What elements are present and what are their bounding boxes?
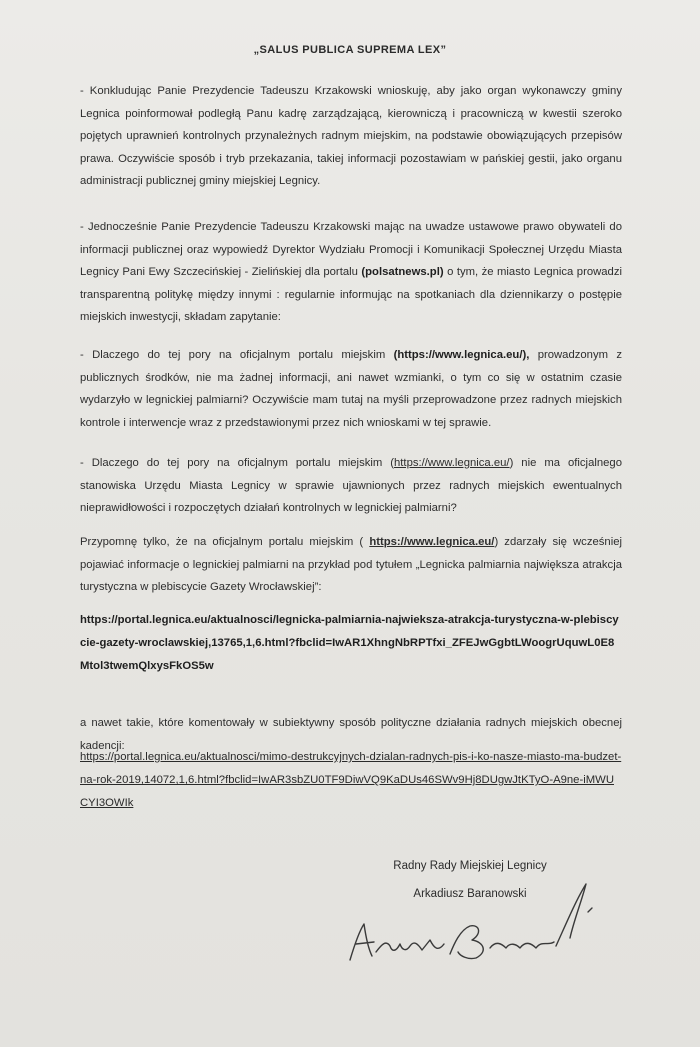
paragraph-conclusion <box>80 80 622 193</box>
paragraph-text: Przypomnę tylko, że na oficjalnym portalu miejskim ( <box>80 536 370 548</box>
document-motto: „SALUS PUBLICA SUPREMA LEX” <box>253 44 447 56</box>
paragraph-text: - Konkludując Panie Prezydencie Tadeuszu Krzakowski wnioskuję, aby jako organ wykonawczy gminy Legnica poinformował podległą Panu kadrę zarządzającą, kierowniczą i pracowniczą w kwestii szeroko pojętych uprawnień kontrolnych przynależnych radnym miejskim, na podstawie obowiązujących przepisów prawa. Oczywiście sposób i tryb przekazania, takiej informacji pozostawiam w pańskiej gestii, jako organu administracji publicznej gminy miejskiej Legnicy. <box>80 85 622 188</box>
paragraph-text: ) nie ma oficjalnego stanowiska Urzędu Miasta Legnicy w sprawie ujawnionych przez radnych miejskich ewentualnych nieprawidłowości i rozpoczętych działań kontrolnych w legnickiej palmiarni? <box>80 457 622 515</box>
city-portal-url: (https://www.legnica.eu/), <box>393 349 530 361</box>
signatory-name: Arkadiusz Baranowski <box>413 888 527 900</box>
paragraph-request <box>80 216 622 329</box>
handwritten-signature <box>330 860 610 970</box>
paragraph-text: - Dlaczego do tej pory na oficjalnym portalu miejskim ( <box>80 457 395 469</box>
paragraph-text: a nawet takie, które komentowały w subiektywny sposób polityczne działania radnych miejskich obecnej kadencji: <box>80 717 622 752</box>
signatory-role: Radny Rady Miejskiej Legnicy <box>393 860 547 872</box>
paragraph-text: - Jednocześnie Panie Prezydencie Tadeuszu Krzakowski mając na uwadze ustawowe prawo obywateli do informacji publicznej oraz wypowiedź Dyrektor Wydziału Promocji i Komunikacji Społecznej Urzędu Miasta Legnicy Pani Ewy Szczecińskiej - Zielińskiej dla portalu <box>80 221 622 279</box>
paragraph-text: - Dlaczego do tej pory na oficjalnym portalu miejskim <box>80 349 394 361</box>
paragraph-text: ) zdarzały się wcześniej pojawiać informacje o legnickiej palmiarni na przykład pod tytułem „Legnicka palmiarnia największa atrakcja turystyczna w plebiscycie Gazety Wrocławskiej”: <box>80 536 622 594</box>
paragraph-question-1 <box>80 344 622 434</box>
paragraph-text: prowadzonym z publicznych środków, nie ma żadnej informacji, ani nawet wzmianki, o tym co się w ostatnim czasie wydarzyło w legnickiej palmiarni? Oczywiście mam tutaj na myśli przeprowadzone przez radnych miejskich kontrole i interwencje wraz z przedstawionymi przez nich wnioskami w tej sprawie. <box>80 349 622 429</box>
city-portal-link[interactable]: https://www.legnica.eu/ <box>394 457 510 469</box>
paragraph-reminder <box>80 531 622 599</box>
article-url-palmiarnia[interactable]: https://portal.legnica.eu/aktualnosci/legnicka-palmiarnia-najwieksza-atrakcja-turystyczna-w-plebiscycie-gazety-wroclawskiej,13765,1,6.html?fbclid=IwAR1XhngNbRPTfxi_ZFEJwGgbtLWoogrUquwL0E8Mtol3twemQlxysFkOS5w <box>80 614 619 672</box>
city-portal-link[interactable]: https://www.legnica.eu/ <box>369 536 495 548</box>
article-url-budget[interactable]: https://portal.legnica.eu/aktualnosci/mimo-destrukcyjnych-dzialan-radnych-pis-i-ko-nasze-miasto-ma-budzet-na-rok-2019,14072,1,6.html?fbclid=IwAR3sbZU0TF9DiwVQ9KaDUs46SWv9Hj8DUgwJtKTyO-A9ne-iMWUCYI3OWIk <box>80 751 622 809</box>
paragraph-text: o tym, że miasto Legnica prowadzi transparentną politykę między innymi : regularnie informując na spotkaniach dla dziennikarzy o postępie miejskich inwestycji, składam zapytanie: <box>80 266 622 324</box>
portal-name: (polsatnews.pl) <box>361 266 444 279</box>
paragraph-question-2 <box>80 452 622 520</box>
